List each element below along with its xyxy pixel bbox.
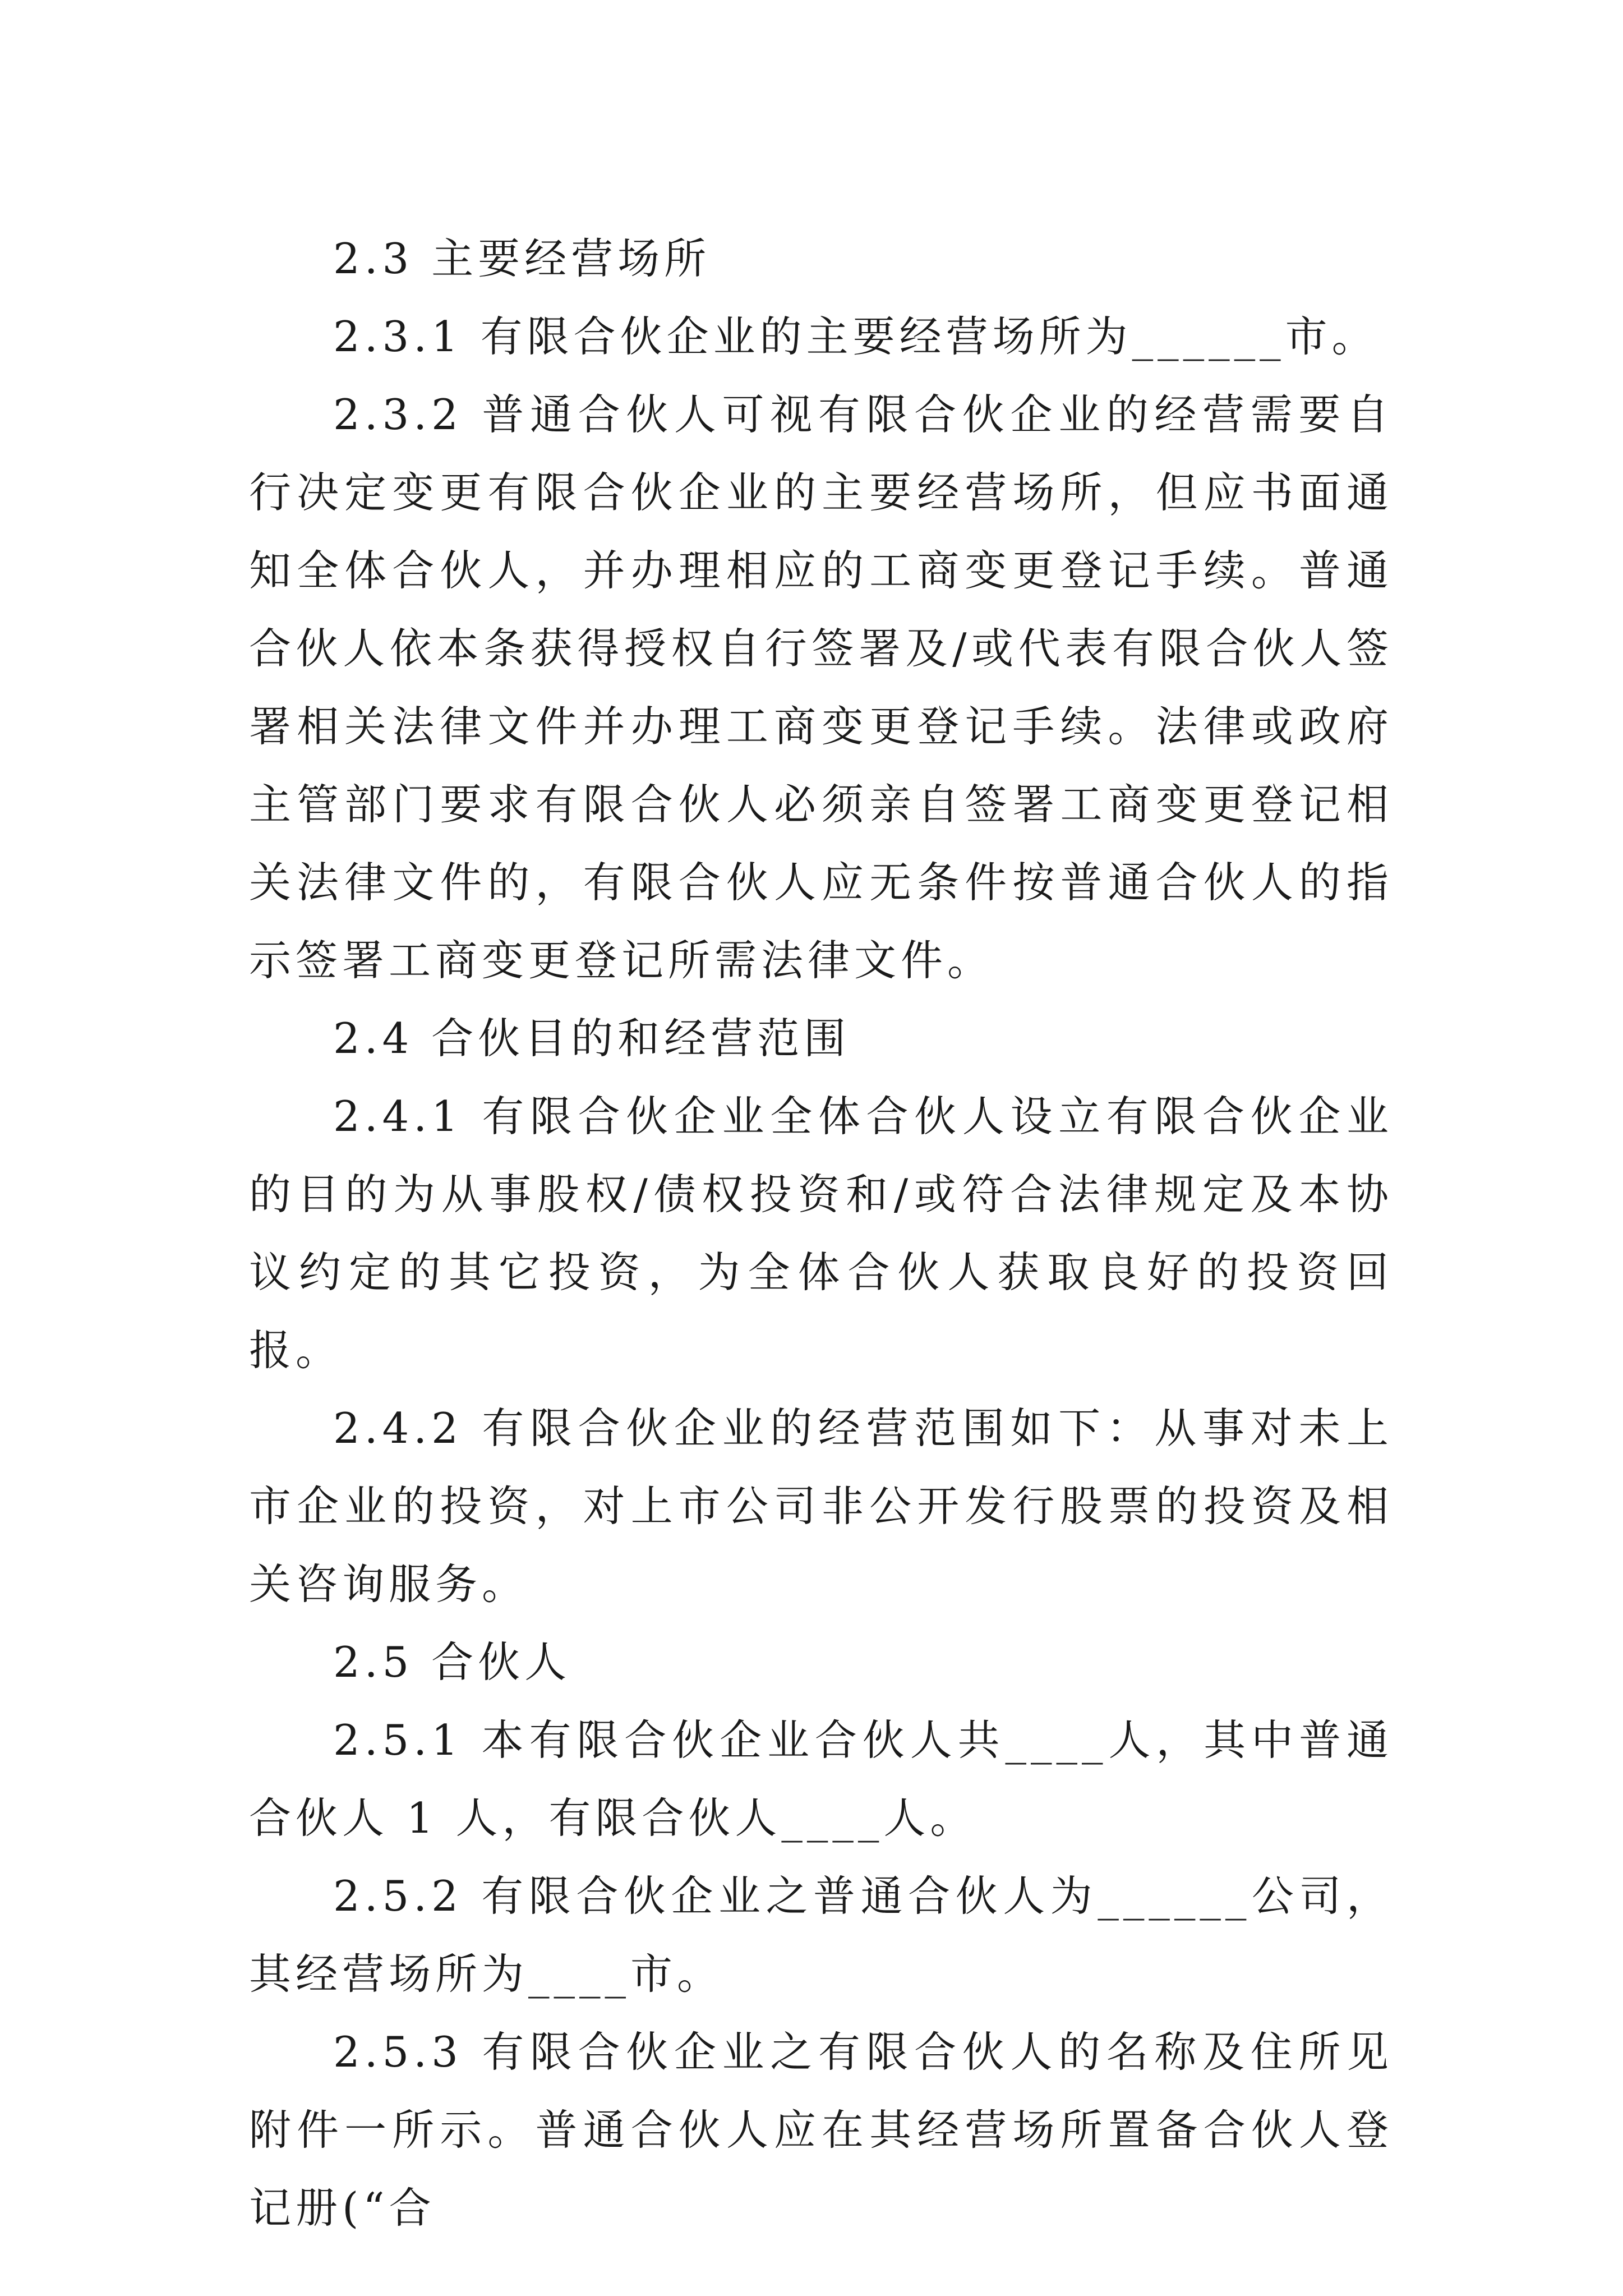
- clause-2-3-1: 2.3.1 有限合伙企业的主要经营场所为______市。: [333, 312, 1378, 361]
- document-body: [249, 220, 1393, 2247]
- section-heading-2-3: 2.3 主要经营场所: [333, 234, 711, 283]
- section-heading-2-4: 2.4 合伙目的和经营范围: [333, 1014, 851, 1063]
- clause-2-5-2: 2.5.2 有限合伙企业之普通合伙人为______公司，其经营场所为____市。: [249, 1871, 1393, 1999]
- clause-2-4-2: 2.4.2 有限合伙企业的经营范围如下：从事对未上市企业的投资，对上市公司非公开发行股票的投资及相关咨询服务。: [249, 1404, 1393, 1609]
- clause-2-5-1: 2.5.1 本有限合伙企业合伙人共____人，其中普通合伙人 1 人，有限合伙人____人。: [249, 1715, 1393, 1843]
- section-heading-2-5: 2.5 合伙人: [333, 1637, 571, 1687]
- clause-2-3-2: 2.3.2 普通合伙人可视有限合伙企业的经营需要自行决定变更有限合伙企业的主要经营场所，但应书面通知全体合伙人，并办理相应的工商变更登记手续。普通合伙人依本条获得授权自行签署及/或代表有限合伙人签署相关法律文件并办理工商变更登记手续。法律或政府主管部门要求有限合伙人必须亲自签署工商变更登记相关法律文件的，有限合伙人应无条件按普通合伙人的指示签署工商变更登记所需法律文件。: [249, 390, 1393, 985]
- clause-2-5-3: 2.5.3 有限合伙企业之有限合伙人的名称及住所见附件一所示。普通合伙人应在其经营场所置备合伙人登记册(“合: [249, 2027, 1393, 2233]
- clause-2-4-1: 2.4.1 有限合伙企业全体合伙人设立有限合伙企业的目的为从事股权/债权投资和/或符合法律规定及本协议约定的其它投资，为全体合伙人获取良好的投资回报。: [249, 1092, 1393, 1375]
